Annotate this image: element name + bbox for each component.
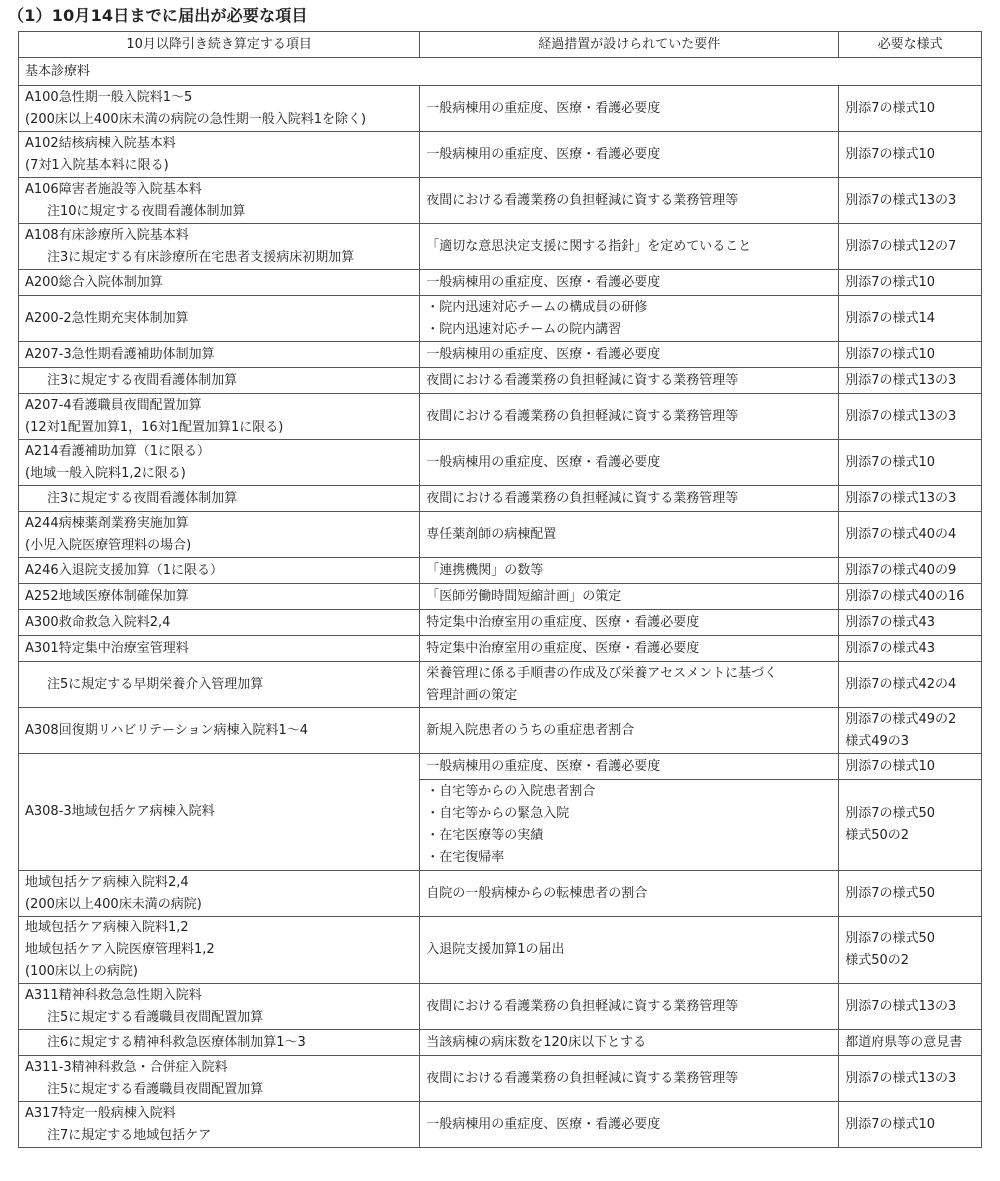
table-row <box>19 440 982 486</box>
requirement-cell <box>420 1030 839 1056</box>
item-cell <box>19 1102 420 1148</box>
item-cell <box>19 368 420 394</box>
item-line: 地域包括ケア病棟入院料2,4 <box>25 874 189 890</box>
table-row <box>19 917 982 984</box>
requirement-line: 夜間における看護業務の負担軽減に資する業務管理等 <box>426 998 739 1014</box>
header-item: 10月以降引き続き算定する項目 <box>19 32 420 58</box>
table-row <box>19 296 982 342</box>
item-line: A301特定集中治療室管理料 <box>25 640 189 656</box>
requirement-line: 夜間における看護業務の負担軽減に資する業務管理等 <box>426 1070 739 1086</box>
form-cell <box>839 1056 982 1102</box>
item-cell <box>19 610 420 636</box>
table-row <box>19 610 982 636</box>
form-line: 別添7の様式50 <box>845 931 936 946</box>
requirement-line: 一般病棟用の重症度、医療・看護必要度 <box>426 146 661 162</box>
form-line: 別添7の様式43 <box>845 640 936 656</box>
item-line: A207-3急性期看護補助体制加算 <box>25 346 215 362</box>
requirement-cell <box>420 270 839 296</box>
form-line: 別添7の様式40の16 <box>845 588 965 604</box>
requirement-cell <box>420 486 839 512</box>
requirement-cell <box>420 984 839 1030</box>
form-cell <box>839 917 982 984</box>
requirement-cell <box>420 708 839 754</box>
item-line: (12対1配置加算1，16対1配置加算1に限る) <box>25 419 284 435</box>
requirement-line: 特定集中治療室用の重症度、医療・看護必要度 <box>426 614 700 630</box>
form-cell <box>839 296 982 342</box>
form-cell <box>839 662 982 708</box>
form-cell <box>839 132 982 178</box>
item-cell <box>19 636 420 662</box>
item-line: A311-3精神科救急・合併症入院料 <box>25 1059 228 1075</box>
form-cell <box>839 754 982 780</box>
item-line: A317特定一般病棟入院料 <box>25 1105 176 1121</box>
item-line: A100急性期一般入院料1～5 <box>25 89 193 105</box>
form-cell <box>839 342 982 368</box>
form-line: 別添7の様式10 <box>845 146 936 162</box>
form-cell <box>839 984 982 1030</box>
item-cell <box>19 132 420 178</box>
item-line: (地域一般入院料1,2に限る) <box>25 465 186 481</box>
section-heading: （1）10月14日までに届出が必要な項目 <box>8 6 308 25</box>
requirement-cell <box>420 917 839 984</box>
form-cell <box>839 512 982 558</box>
table-row <box>19 132 982 178</box>
table-row <box>19 1102 982 1148</box>
requirement-cell <box>420 440 839 486</box>
table-row <box>19 984 982 1030</box>
requirement-line: 管理計画の策定 <box>426 687 518 703</box>
table-row <box>19 486 982 512</box>
table-row <box>19 342 982 368</box>
item-line: 注3に規定する夜間看護体制加算 <box>47 372 238 388</box>
form-line: 別添7の様式10 <box>845 758 936 774</box>
item-line: 注5に規定する看護職員夜間配置加算 <box>47 1081 264 1097</box>
form-cell <box>839 780 982 871</box>
table-row <box>19 368 982 394</box>
item-cell <box>19 512 420 558</box>
requirement-cell <box>420 584 839 610</box>
table-row <box>19 224 982 270</box>
requirement-line: 一般病棟用の重症度、医療・看護必要度 <box>426 1116 661 1132</box>
requirement-line: 「適切な意思決定支援に関する指針」を定めていること <box>426 238 752 254</box>
item-line: (200床以上400床未満の病院の急性期一般入院料1を除く) <box>25 111 367 127</box>
requirement-cell <box>420 871 839 917</box>
requirement-cell <box>420 1056 839 1102</box>
form-cell <box>839 708 982 754</box>
table-row <box>19 512 982 558</box>
item-cell <box>19 86 420 132</box>
item-line: A102結核病棟入院基本料 <box>25 135 176 151</box>
form-line: 別添7の様式14 <box>845 310 936 326</box>
item-cell <box>19 440 420 486</box>
table-row <box>19 270 982 296</box>
item-line: 注5に規定する早期栄養介入管理加算 <box>47 676 264 692</box>
table-row <box>19 754 982 780</box>
table-header-row <box>19 32 982 58</box>
requirement-cell <box>420 780 839 871</box>
requirement-line: ・自宅等からの入院患者割合 <box>426 784 596 799</box>
requirements-table <box>18 31 982 1148</box>
form-cell <box>839 1030 982 1056</box>
table-row <box>19 394 982 440</box>
item-cell <box>19 662 420 708</box>
form-line: 別添7の様式40の9 <box>845 562 957 578</box>
item-line: 注6に規定する精神科救急医療体制加算1～3 <box>47 1034 306 1050</box>
requirement-line: 入退院支援加算1の届出 <box>426 942 565 957</box>
requirement-line: 一般病棟用の重症度、医療・看護必要度 <box>426 100 661 116</box>
section-row <box>19 58 982 86</box>
requirement-line: 栄養管理に係る手順書の作成及び栄養アセスメントに基づく <box>426 665 778 681</box>
item-cell <box>19 871 420 917</box>
item-cell <box>19 486 420 512</box>
form-cell <box>839 486 982 512</box>
form-line: 別添7の様式49の2 <box>845 711 957 727</box>
item-line: 注5に規定する看護職員夜間配置加算 <box>47 1009 264 1025</box>
requirement-line: 「連携機関」の数等 <box>426 562 544 578</box>
requirement-cell <box>420 342 839 368</box>
requirement-cell <box>420 178 839 224</box>
form-line: 別添7の様式13の3 <box>845 372 957 388</box>
requirement-cell <box>420 610 839 636</box>
header-form: 必要な様式 <box>839 32 982 58</box>
form-line: 様式49の3 <box>845 733 910 749</box>
requirement-line: 夜間における看護業務の負担軽減に資する業務管理等 <box>426 372 739 388</box>
requirement-line: 夜間における看護業務の負担軽減に資する業務管理等 <box>426 490 739 506</box>
form-line: 都道府県等の意見書 <box>845 1034 963 1050</box>
requirement-cell <box>420 754 839 780</box>
form-cell <box>839 368 982 394</box>
requirement-line: 夜間における看護業務の負担軽減に資する業務管理等 <box>426 192 739 208</box>
requirement-cell <box>420 512 839 558</box>
table-row <box>19 662 982 708</box>
requirement-line: 一般病棟用の重症度、医療・看護必要度 <box>426 758 661 774</box>
table-row <box>19 558 982 584</box>
form-line: 別添7の様式13の3 <box>845 408 957 424</box>
requirement-cell <box>420 368 839 394</box>
table-row <box>19 708 982 754</box>
item-line: A308回復期リハビリテーション病棟入院料1～4 <box>25 722 309 738</box>
item-line: A108有床診療所入院基本料 <box>25 227 189 243</box>
table-row <box>19 86 982 132</box>
requirement-line: 当該病棟の病床数を120床以下とする <box>426 1034 647 1050</box>
table-row <box>19 1056 982 1102</box>
form-cell <box>839 270 982 296</box>
requirement-line: 新規入院患者のうちの重症患者割合 <box>426 722 635 738</box>
item-line: A200-2急性期充実体制加算 <box>25 310 189 326</box>
form-line: 別添7の様式13の3 <box>845 998 957 1014</box>
item-line: A246入退院支援加算（1に限る） <box>25 562 223 578</box>
item-line: A244病棟薬剤業務実施加算 <box>25 515 189 531</box>
item-cell <box>19 178 420 224</box>
table-row <box>19 584 982 610</box>
item-cell <box>19 342 420 368</box>
requirement-line: 「医師労働時間短縮計画」の策定 <box>426 588 622 604</box>
requirement-line: ・院内迅速対応チームの構成員の研修 <box>426 299 648 315</box>
item-cell <box>19 270 420 296</box>
form-line: 別添7の様式10 <box>845 274 936 290</box>
table-row <box>19 1030 982 1056</box>
form-cell <box>839 584 982 610</box>
form-cell <box>839 224 982 270</box>
requirement-cell <box>420 86 839 132</box>
requirement-cell <box>420 394 839 440</box>
form-line: 別添7の様式13の3 <box>845 192 957 208</box>
item-line: A214看護補助加算（1に限る） <box>25 443 210 459</box>
form-line: 別添7の様式10 <box>845 454 936 470</box>
requirement-cell <box>420 132 839 178</box>
item-line: A207-4看護職員夜間配置加算 <box>25 397 202 413</box>
form-line: 別添7の様式13の3 <box>845 490 957 506</box>
requirement-line: ・院内迅速対応チームの院内講習 <box>426 321 622 337</box>
item-line: A106障害者施設等入院基本料 <box>25 181 202 197</box>
item-line: (小児入院医療管理料の場合) <box>25 537 192 553</box>
form-line: 別添7の様式43 <box>845 614 936 630</box>
item-cell <box>19 754 420 871</box>
form-cell <box>839 394 982 440</box>
form-cell <box>839 440 982 486</box>
item-cell <box>19 558 420 584</box>
form-cell <box>839 1102 982 1148</box>
item-cell <box>19 984 420 1030</box>
item-line: A311精神科救急急性期入院料 <box>25 987 202 1003</box>
requirement-cell <box>420 1102 839 1148</box>
requirement-line: 自院の一般病棟からの転棟患者の割合 <box>426 885 648 901</box>
item-line: 注10に規定する夜間看護体制加算 <box>47 203 246 219</box>
form-line: 別添7の様式10 <box>845 346 936 362</box>
item-line: 地域包括ケア入院医療管理料1,2 <box>25 942 215 957</box>
section-label: 基本診療料 <box>19 58 982 86</box>
item-cell <box>19 224 420 270</box>
form-cell <box>839 871 982 917</box>
requirement-line: ・在宅復帰率 <box>426 850 505 865</box>
item-line: A300救命救急入院料2,4 <box>25 614 171 630</box>
item-cell <box>19 394 420 440</box>
form-line: 別添7の様式42の4 <box>845 676 957 692</box>
requirement-line: 特定集中治療室用の重症度、医療・看護必要度 <box>426 640 700 656</box>
form-cell <box>839 558 982 584</box>
item-line: 地域包括ケア病棟入院料1,2 <box>25 920 189 935</box>
requirement-cell <box>420 636 839 662</box>
requirement-line: ・自宅等からの緊急入院 <box>426 806 570 821</box>
form-cell <box>839 178 982 224</box>
form-cell <box>839 636 982 662</box>
requirement-line: 一般病棟用の重症度、医療・看護必要度 <box>426 346 661 362</box>
item-cell <box>19 1056 420 1102</box>
form-line: 別添7の様式50 <box>845 885 936 901</box>
form-line: 別添7の様式13の3 <box>845 1070 957 1086</box>
item-cell <box>19 708 420 754</box>
item-line: (7対1入院基本料に限る) <box>25 157 169 173</box>
requirement-line: 夜間における看護業務の負担軽減に資する業務管理等 <box>426 408 739 424</box>
form-cell <box>839 610 982 636</box>
item-line: A200総合入院体制加算 <box>25 274 163 290</box>
item-line: 注3に規定する夜間看護体制加算 <box>47 490 238 506</box>
requirement-cell <box>420 558 839 584</box>
form-line: 別添7の様式10 <box>845 1116 936 1132</box>
table-row <box>19 871 982 917</box>
requirement-line: ・在宅医療等の実績 <box>426 828 544 843</box>
requirement-cell <box>420 296 839 342</box>
item-line: (200床以上400床未満の病院) <box>25 896 202 912</box>
form-line: 別添7の様式50 <box>845 806 936 821</box>
requirement-cell <box>420 224 839 270</box>
item-line: A308-3地域包括ケア病棟入院料 <box>25 804 215 819</box>
form-line: 別添7の様式10 <box>845 100 936 116</box>
form-line: 様式50の2 <box>845 953 910 968</box>
requirement-cell <box>420 662 839 708</box>
form-line: 様式50の2 <box>845 828 910 843</box>
form-line: 別添7の様式12の7 <box>845 238 957 254</box>
item-cell <box>19 584 420 610</box>
item-cell <box>19 917 420 984</box>
item-line: A252地域医療体制確保加算 <box>25 588 189 604</box>
item-line: (100床以上の病院) <box>25 964 138 979</box>
item-cell <box>19 1030 420 1056</box>
requirement-line: 一般病棟用の重症度、医療・看護必要度 <box>426 454 661 470</box>
form-line: 別添7の様式40の4 <box>845 526 957 542</box>
form-cell <box>839 86 982 132</box>
item-line: 注7に規定する地域包括ケア <box>47 1127 212 1143</box>
item-cell <box>19 296 420 342</box>
table-row <box>19 178 982 224</box>
header-requirement: 経過措置が設けられていた要件 <box>420 32 839 58</box>
requirement-line: 一般病棟用の重症度、医療・看護必要度 <box>426 274 661 290</box>
table-row <box>19 636 982 662</box>
item-line: 注3に規定する有床診療所在宅患者支援病床初期加算 <box>47 249 355 265</box>
requirement-line: 専任薬剤師の病棟配置 <box>426 526 557 542</box>
